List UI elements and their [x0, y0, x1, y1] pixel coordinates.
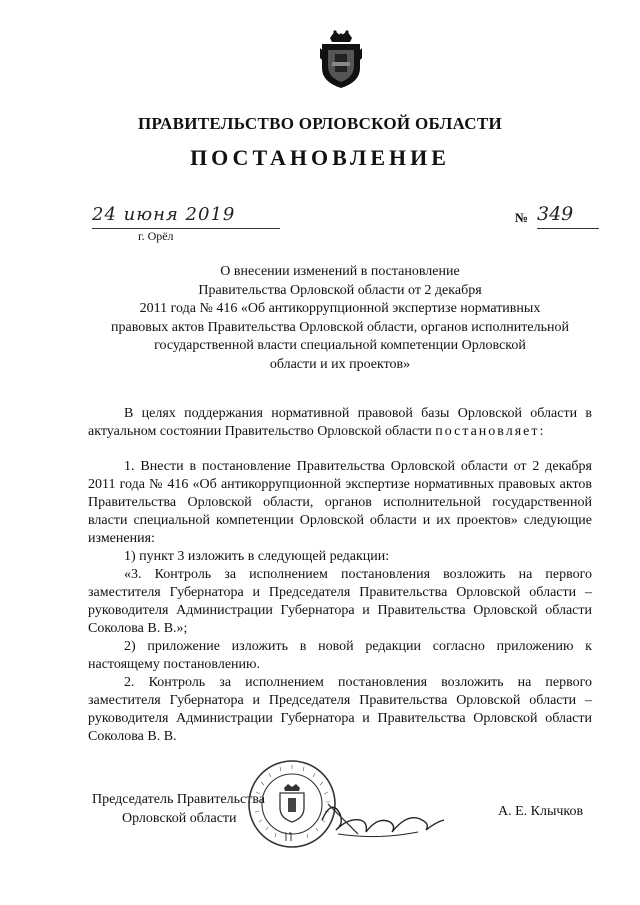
city-label: г. Орёл: [138, 229, 174, 243]
subject-line: 2011 года № 416 «Об антикоррупционной экспертизе нормативных: [139, 301, 541, 316]
decree-points: [88, 458, 592, 746]
subject-line: О внесении изменений в постановление: [220, 264, 460, 279]
document-subject: [100, 263, 580, 374]
subject-line: Правительства Орловской области от 2 декабря: [198, 282, 482, 298]
government-title: ПРАВИТЕЛЬСТВО ОРЛОВСКОЙ ОБЛАСТИ: [137, 114, 503, 133]
preamble-text: В целях поддержания нормативной правовой базы Орловской области в актуальном состоянии Правительство Орловской области: [88, 406, 592, 439]
signer-role-line: Председатель Правительства: [92, 792, 265, 807]
number-sign: №: [515, 210, 529, 225]
subject-line: государственной власти специальной компетенции Орловской: [154, 338, 526, 353]
subject-line: области и их проектов»: [269, 356, 411, 372]
date-field: [92, 206, 282, 230]
point-paragraph: 1) пункт 3 изложить в следующей редакции:: [124, 549, 390, 564]
handwritten-date: 24 июня 2019: [92, 204, 236, 225]
point-paragraph: 1. Внести в постановление Правительства Орловской области от 2 декабря 2011 года № 416 «Об антикоррупционной экспертизе нормативных правовых актов Правительства Орловской области, органов исполнительной государственной власти специальной компетенции Орловской области и их проектов» следующие изменения:: [88, 459, 592, 546]
signer-role-line: Орловской области: [122, 811, 237, 826]
point-paragraph: 2. Контроль за исполнением постановления возложить на первого заместителя Губернатора и Председателя Правительства Орловской области – руководителя Администрации Губернатора и Правительства Орловской области Соколова В. В.: [88, 675, 592, 744]
handwritten-signature-icon: [318, 790, 448, 845]
preamble-paragraph: [88, 405, 592, 441]
date-underline: [92, 228, 280, 229]
preamble: [88, 405, 592, 441]
number-field: [515, 203, 605, 230]
point-paragraph: 2) приложение изложить в новой редакции согласно приложению к настоящему постановлению.: [88, 639, 592, 672]
point-paragraph: «3. Контроль за исполнением постановления возложить на первого заместителя Губернатора и Председателя Правительства Орловской области – руководителя Администрации Губернатора и Правительства Орловской области Соколова В. В.»;: [88, 567, 592, 636]
signer-name: А. Е. Клычков: [498, 804, 584, 819]
signer-role: [92, 790, 265, 828]
subject-line: правовых актов Правительства Орловской области, органов исполнительной: [111, 319, 569, 335]
document-type-title: ПОСТАНОВЛЕНИЕ: [190, 145, 450, 170]
handwritten-number: 349: [537, 203, 574, 225]
decree-word: постановляет:: [435, 424, 546, 439]
coat-of-arms-icon: [318, 28, 364, 90]
number-underline: [537, 228, 599, 229]
